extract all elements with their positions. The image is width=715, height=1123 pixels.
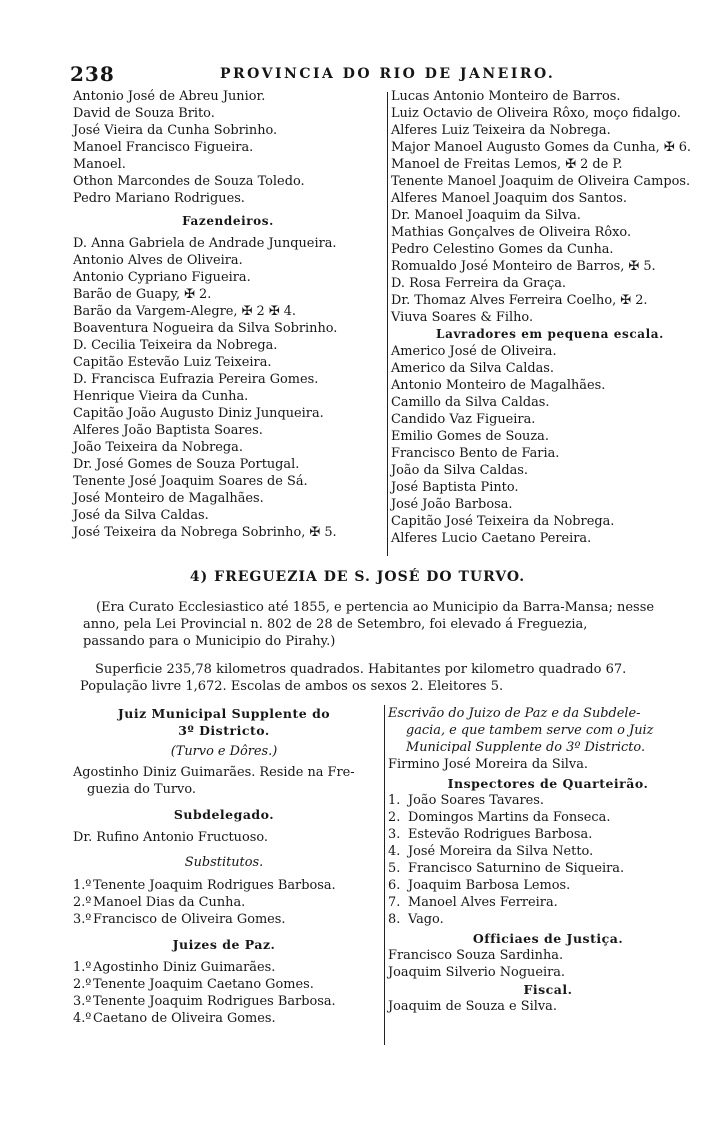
top-left-column: [73, 88, 383, 541]
item-name: Caetano de Oliveira Gomes.: [93, 1011, 276, 1026]
list-item: Alferes Luiz Teixeira da Nobrega.: [391, 123, 611, 138]
list-item: Dr. Thomaz Alves Ferreira Coelho, ✠ 2.: [391, 293, 648, 308]
list-item: João da Silva Caldas.: [391, 463, 528, 478]
list-item: Boaventura Nogueira da Silva Sobrinho.: [73, 321, 338, 336]
list-item: Alferes João Baptista Soares.: [73, 423, 263, 438]
list-item: Pedro Celestino Gomes da Cunha.: [391, 242, 614, 257]
list-item: [388, 843, 708, 860]
list-item: David de Souza Brito.: [73, 106, 215, 121]
escrivao-line: Municipal Supplente do 3º Districto.: [406, 740, 646, 755]
list-item: [388, 877, 708, 894]
list-item: Manoel.: [73, 157, 126, 172]
juiz-name-line: guezia do Turvo.: [87, 782, 196, 797]
list-item: Camillo da Silva Caldas.: [391, 395, 550, 410]
fiscal-heading: Fiscal.: [523, 982, 573, 997]
list-item: Antonio Monteiro de Magalhães.: [391, 378, 606, 393]
list-item: [73, 877, 375, 894]
list-item: Pedro Mariano Rodrigues.: [73, 191, 245, 206]
item-number: 3.º: [73, 912, 92, 927]
list-item: Francisco Souza Sardinha.: [388, 948, 564, 963]
list-item: Dr. José Gomes de Souza Portugal.: [73, 457, 300, 472]
note-line: anno, pela Lei Provincial n. 802 de 28 de Setembro, foi elevado á Freguezia,: [83, 617, 588, 632]
list-item: Capitão Estevão Luiz Teixeira.: [73, 355, 272, 370]
section-stats: [80, 661, 700, 695]
item-number: 8.: [388, 912, 401, 927]
item-number: 4.: [388, 844, 401, 859]
stats-line: Superficie 235,78 kilometros quadrados. Habitantes por kilometro quadrado 67.: [95, 662, 627, 677]
list-item: [388, 911, 708, 928]
column-divider: [387, 92, 388, 556]
juiz-name-line: Agostinho Diniz Guimarães. Reside na Fre-: [73, 765, 355, 780]
list-item: [388, 809, 708, 826]
list-item: Alferes Manoel Joaquim dos Santos.: [391, 191, 627, 206]
list-item: Luiz Octavio de Oliveira Rôxo, moço fidalgo.: [391, 106, 681, 121]
item-name: Agostinho Diniz Guimarães.: [93, 960, 276, 975]
list-item: Barão da Vargem-Alegre, ✠ 2 ✠ 4.: [73, 304, 297, 319]
item-number: 1.º: [73, 960, 92, 975]
item-name: Tenente Joaquim Rodrigues Barbosa.: [93, 878, 336, 893]
list-item: José João Barbosa.: [391, 497, 513, 512]
list-item: [73, 1010, 375, 1027]
juiz-municipal-heading: Juiz Municipal Supplente do: [117, 706, 331, 721]
list-item: Othon Marcondes de Souza Toledo.: [73, 174, 305, 189]
list-item: Barão de Guapy, ✠ 2.: [73, 287, 212, 302]
list-item: Tenente Manoel Joaquim de Oliveira Campos.: [391, 174, 691, 189]
list-item: Antonio Alves de Oliveira.: [73, 253, 243, 268]
item-name: Estevão Rodrigues Barbosa.: [408, 827, 593, 842]
escrivao-line: gacia, e que tambem serve com o Juiz: [406, 723, 654, 738]
list-item: Alferes Lucio Caetano Pereira.: [391, 531, 592, 546]
list-item: [388, 860, 708, 877]
page-number: 238: [70, 62, 115, 86]
item-name: Tenente Joaquim Caetano Gomes.: [93, 977, 314, 992]
list-item: José Vieira da Cunha Sobrinho.: [73, 123, 278, 138]
item-number: 4.º: [73, 1011, 92, 1026]
juizes-heading: Juizes de Paz.: [172, 937, 276, 952]
list-item: Mathias Gonçalves de Oliveira Rôxo.: [391, 225, 632, 240]
stats-line: População livre 1,672. Escolas de ambos os sexos 2. Eleitores 5.: [80, 679, 504, 694]
column-divider: [384, 705, 385, 1045]
item-name: Tenente Joaquim Rodrigues Barbosa.: [93, 994, 336, 1009]
item-name: Domingos Martins da Fonseca.: [408, 810, 611, 825]
list-item: D. Anna Gabriela de Andrade Junqueira.: [73, 236, 337, 251]
list-item: Francisco Bento de Faria.: [391, 446, 560, 461]
list-item: Henrique Vieira da Cunha.: [73, 389, 249, 404]
subdelegado-name: Dr. Rufino Antonio Fructuoso.: [73, 830, 268, 845]
juiz-place: (Turvo e Dôres.): [170, 744, 278, 759]
list-item: [73, 911, 375, 928]
list-item: Major Manoel Augusto Gomes da Cunha, ✠ 6.: [391, 140, 692, 155]
item-number: 3.º: [73, 994, 92, 1009]
section-title: 4) FREGUEZIA DE S. JOSÉ DO TURVO.: [189, 569, 526, 585]
note-line: passando para o Municipio do Pirahy.): [83, 634, 336, 649]
list-item: D. Cecilia Teixeira da Nobrega.: [73, 338, 278, 353]
list-item: [73, 976, 375, 993]
list-item: João Teixeira da Nobrega.: [73, 440, 243, 455]
list-item: Emilio Gomes de Souza.: [391, 429, 549, 444]
list-item: Capitão João Augusto Diniz Junqueira.: [73, 406, 324, 421]
list-item: Joaquim Silverio Nogueira.: [388, 965, 566, 980]
section-note: [83, 599, 703, 650]
list-item: José Baptista Pinto.: [391, 480, 519, 495]
list-item: [73, 993, 375, 1010]
list-item: [388, 826, 708, 843]
item-number: 6.: [388, 878, 401, 893]
escrivao-name: Firmino José Moreira da Silva.: [388, 757, 589, 772]
item-number: 2.º: [73, 977, 92, 992]
top-right-column: [391, 88, 709, 547]
list-item: [388, 894, 708, 911]
list-item: D. Rosa Ferreira da Graça.: [391, 276, 567, 291]
list-item: Dr. Manoel Joaquim da Silva.: [391, 208, 581, 223]
item-name: Francisco Saturnino de Siqueira.: [408, 861, 625, 876]
item-name: Manoel Alves Ferreira.: [408, 895, 558, 910]
note-line: (Era Curato Ecclesiastico até 1855, e pertencia ao Municipio da Barra-Mansa; nesse: [96, 600, 655, 615]
item-number: 1.: [388, 793, 401, 808]
page-header: [70, 62, 704, 86]
list-item: Manoel Francisco Figueira.: [73, 140, 254, 155]
list-item: Americo José de Oliveira.: [391, 344, 557, 359]
item-number: 2.: [388, 810, 401, 825]
item-name: Manoel Dias da Cunha.: [93, 895, 246, 910]
list-item: Tenente José Joaquim Soares de Sá.: [73, 474, 308, 489]
subdelegado-heading: Subdelegado.: [173, 807, 275, 822]
item-number: 1.º: [73, 878, 92, 893]
item-name: José Moreira da Silva Netto.: [408, 844, 594, 859]
list-item: Capitão José Teixeira da Nobrega.: [391, 514, 615, 529]
list-item: D. Francisca Eufrazia Pereira Gomes.: [73, 372, 319, 387]
item-number: 7.: [388, 895, 401, 910]
list-item: Candido Vaz Figueira.: [391, 412, 536, 427]
item-number: 2.º: [73, 895, 92, 910]
juiz-municipal-district: 3º Districto.: [178, 723, 270, 738]
list-item: José da Silva Caldas.: [73, 508, 209, 523]
item-number: 3.: [388, 827, 401, 842]
substitutos-heading: Substitutos.: [184, 855, 264, 870]
inspectores-heading: Inspectores de Quarteirão.: [447, 776, 649, 791]
list-item: Viuva Soares & Filho.: [391, 310, 534, 325]
list-item: Americo da Silva Caldas.: [391, 361, 555, 376]
escrivao-line: Escrivão do Juizo de Paz e da Subdele-: [388, 706, 641, 721]
list-item: Manoel de Freitas Lemos, ✠ 2 de P.: [391, 157, 623, 172]
list-item: [73, 959, 375, 976]
item-name: João Soares Tavares.: [408, 793, 545, 808]
list-item: Antonio Cypriano Figueira.: [73, 270, 251, 285]
item-name: Joaquim Barbosa Lemos.: [408, 878, 571, 893]
list-item: [73, 894, 375, 911]
item-number: 5.: [388, 861, 401, 876]
lavradores-heading: Lavradores em pequena escala.: [436, 327, 664, 341]
list-item: Lucas Antonio Monteiro de Barros.: [391, 89, 621, 104]
list-item: Romualdo José Monteiro de Barros, ✠ 5.: [391, 259, 656, 274]
list-item: Antonio José de Abreu Junior.: [73, 89, 266, 104]
list-item: [388, 792, 708, 809]
list-item: José Monteiro de Magalhães.: [73, 491, 264, 506]
fazendeiros-heading: Fazendeiros.: [182, 214, 274, 228]
bottom-right-column: [388, 705, 708, 1015]
bottom-left-column: [73, 705, 375, 1027]
officiaes-heading: Officiaes de Justiça.: [472, 931, 624, 946]
list-item: José Teixeira da Nobrega Sobrinho, ✠ 5.: [73, 525, 337, 540]
running-title: PROVINCIA DO RIO DE JANEIRO.: [220, 66, 556, 82]
item-name: Vago.: [408, 912, 444, 927]
item-name: Francisco de Oliveira Gomes.: [93, 912, 286, 927]
fiscal-name: Joaquim de Souza e Silva.: [388, 999, 557, 1014]
